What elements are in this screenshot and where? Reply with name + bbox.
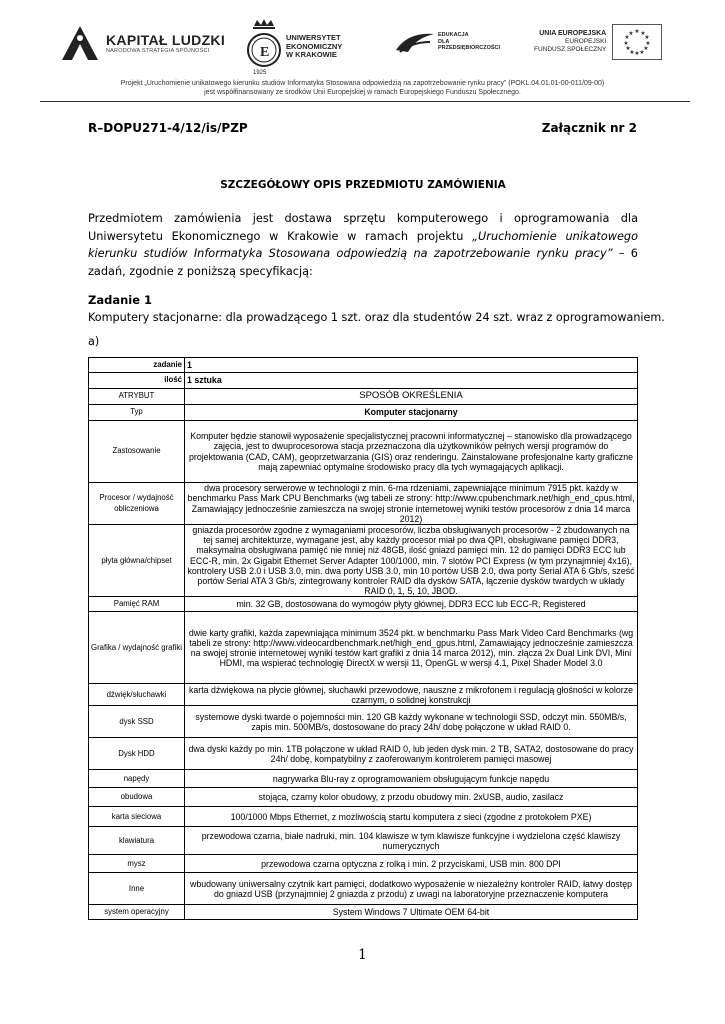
intro-text-2: – 6 zadań, zgodnie z poniższą specyfikacją: (88, 247, 638, 278)
education-line-3: PRZEDSIĘBIORCZOŚCI (438, 45, 501, 52)
kapital-ludzki-sub: NARODOWA STRATEGIA SPÓJNOŚCI (106, 47, 210, 54)
svg-text:★: ★ (639, 49, 645, 56)
page-number: 1 (358, 947, 367, 963)
table-row (89, 706, 638, 738)
education-line-1: EDUKACJA (438, 32, 469, 39)
seal-year: 1925 (253, 70, 267, 76)
table-row (89, 421, 638, 483)
row-label: klawiatura (89, 827, 185, 855)
svg-text:★: ★ (629, 49, 635, 56)
row-label: obudowa (89, 788, 185, 807)
ilosc-label: ilość (89, 373, 185, 389)
row-label: napędy (89, 770, 185, 788)
university-line-3: W KRAKOWIE (286, 50, 337, 60)
row-value: dwie karty grafiki, każda zapewniająca minimum 3524 pkt. w benchmarku Pass Mark Video Card Benchmarks (wg tabeli ze strony: http://www.videocardbenchmark.net/high_end_gpus.html, Zamawiający jednocześnie zamieszcza na swojej stronie internetowej wyniki testów kart grafiki z dnia 14 marca 2012), min. złącza 2x Dual Link DVI, Mini HDMI, ma wspierać technologię DirectX w wersji 11, OpenGL w wersji 4.1, Pixel Shader Model 3.0 (185, 612, 638, 684)
kapital-ludzki-logo (60, 24, 225, 62)
table-header-row (89, 389, 638, 405)
eu-flag-icon (612, 24, 662, 60)
row-label: mysz (89, 855, 185, 873)
svg-text:★: ★ (634, 50, 640, 57)
header-divider (40, 101, 690, 102)
row-value: dwa dyski każdy po min. 1TB połączone w układ RAID 0, lub jeden dysk min. 2 TB, SATA2, dostosowane do pracy 24h/ dobę, kompatybilny z zaoferowanym kontrolerem pamięci masowej (185, 738, 638, 770)
zadanie-value: 1 (185, 358, 638, 373)
row-label: Zastosowanie (89, 421, 185, 483)
project-info (60, 79, 665, 97)
row-label: Grafika / wydajność grafiki (89, 612, 185, 684)
table-row (89, 525, 638, 597)
education-logo (394, 28, 500, 56)
university-line-1: UNIWERSYTET (286, 33, 341, 43)
row-value: wbudowany uniwersalny czytnik kart pamięci, dodatkowo wyposażenie w niezależny kontroler RAID, łatwy dostęp do gniazd USB (przynajmniej 2 gniazda z przodu) z uwagi na laboratoryjne przeznaczenie komputera (185, 873, 638, 905)
row-value: przewodowa czarna, białe nadruki, min. 104 klawisze w tym klawisze funkcyjne i wydzielona część klawiszy numerycznych (185, 827, 638, 855)
table-row (89, 738, 638, 770)
row-label: Pamięć RAM (89, 597, 185, 612)
table-row (89, 358, 638, 373)
svg-text:★: ★ (645, 40, 651, 47)
task-description: Komputery stacjonarne: dla prowadzącego 1 szt. oraz dla studentów 24 szt. wraz z oprogramowaniem. (88, 311, 665, 324)
kapital-ludzki-emblem-icon (60, 24, 100, 62)
row-value: systemowe dyski twarde o pojemności min. 120 GB każdy wykonane w technologii SSD, odczyt min. 550MB/s, zapis min. 500MB/s, dostosowane do pracy 24h/ dobę połączone w układ RAID 0. (185, 706, 638, 738)
row-value: karta dźwiękowa na płycie głównej, słuchawki przewodowe, nauszne z mikrofonem i regulacją głośności w kolorze czarnym, o solidnej konstrukcji (185, 684, 638, 706)
table-row (89, 855, 638, 873)
specification-table (88, 357, 638, 920)
education-line-2: DLA (438, 38, 450, 45)
table-row (89, 405, 638, 421)
svg-text:★: ★ (640, 30, 646, 37)
svg-text:★: ★ (625, 45, 631, 52)
column-header-method: SPOSÓB OKREŚLENIA (185, 389, 638, 405)
eu-logo (534, 24, 662, 60)
row-value: dwa procesory serwerowe w technologii z min. 6-ma rdzeniami, zapewniające minimum 7915 pkt. każdy w benchmarku Pass Mark CPU Benchmarks (wg tabeli ze strony: http://www.cpubenchmark.net/high_end_cpus.html, Zamawiający jednocześnie zamieszcza na swojej stronie internetowej wyniki testów procesorów z dnia 14 marca 2012) (185, 483, 638, 525)
task-heading: Zadanie 1 (88, 293, 153, 307)
row-value: System Windows 7 Ultimate OEM 64-bit (185, 905, 638, 920)
table-row (89, 905, 638, 920)
row-label: system operacyjny (89, 905, 185, 920)
university-line-2: EKONOMICZNY (286, 41, 343, 51)
svg-text:★: ★ (634, 28, 640, 35)
zadanie-label: zadanie (89, 358, 185, 373)
table-row (89, 873, 638, 905)
table-row (89, 770, 638, 788)
table-row (89, 827, 638, 855)
svg-text:★: ★ (644, 34, 650, 41)
row-value: 100/1000 Mbps Ethernet, z możliwością startu komputera z sieci (zgodne z protokołem PXE) (185, 807, 638, 827)
svg-text:★: ★ (623, 40, 629, 47)
typ-value: Komputer stacjonarny (185, 405, 638, 421)
document-title: SZCZEGÓŁOWY OPIS PRZEDMIOTU ZAMÓWIENIA (220, 179, 506, 191)
project-line-2: jest współfinansowany ze środków Unii Europejskiej w ramach Europejskiego Funduszu Społecznego. (204, 89, 521, 96)
row-label: Inne (89, 873, 185, 905)
row-value: Komputer będzie stanowił wyposażenie specjalistycznej pracowni informatycznej – stanowisko dla prowadzącego zajęcia, jest to dwuprocesorowa stacja przeznaczona dla użytkowników pełnych wersji programów do projektowania (CAD, CAM), geoprzetwarzania (GIS) oraz renderingu. Zainstalowane profesjonalne karty graficzne mają zapewniać optymalne środowisko pracy dla tych wymagających aplikacji. (185, 421, 638, 483)
row-label: dźwięk/słuchawki (89, 684, 185, 706)
row-value: przewodowa czarna optyczna z rolką i min. 2 przyciskami, USB min. 800 DPI (185, 855, 638, 873)
row-value: nagrywarka Blu-ray z oprogramowaniem obsługującym funkcje napędu (185, 770, 638, 788)
eu-line-1: UNIA EUROPEJSKA (539, 30, 607, 37)
table-row (89, 597, 638, 612)
intro-project-title: „Uruchomienie unikatowego kierunku studiów Informatyka Stosowana odpowiedzią na zapotrzebowanie rynku pracy” (88, 229, 638, 261)
intro-paragraph (88, 210, 638, 280)
row-value: stojąca, czarny kolor obudowy, z przodu obudowy min. 2xUSB, audio, zasilacz (185, 788, 638, 807)
row-label: dysk SSD (89, 706, 185, 738)
typ-label: Typ (89, 405, 185, 421)
svg-text:★: ★ (624, 34, 630, 41)
document-reference: R–DOPU271-4/12/is/PZP (88, 121, 248, 135)
project-line-1: Projekt „Uruchomienie unikatowego kierunku studiów Informatyka Stosowana odpowiedzią na zapotrzebowanie rynku pracy” (POKL.04.01.01-00-011/09-00) (120, 80, 605, 87)
education-swoosh-icon (394, 28, 436, 56)
row-value: min. 32 GB, dostosowana do wymogów płyty głównej, DDR3 ECC lub ECC-R, Registered (185, 597, 638, 612)
university-seal-icon (247, 18, 281, 76)
row-label: płyta główna/chipset (89, 525, 185, 597)
page-header (42, 14, 687, 80)
table-row (89, 807, 638, 827)
eu-line-2: EUROPEJSKI (565, 38, 607, 45)
intro-text-1: Przedmiotem zamówienia jest dostawa sprzętu komputerowego i oprogramowania dla Uniwersytetu Ekonomicznego w Krakowie w ramach projektu (88, 212, 638, 243)
column-header-attribute: ATRYBUT (89, 389, 185, 405)
university-logo (247, 18, 342, 76)
row-value: gniazda procesorów zgodne z wymaganiami procesorów, liczba obsługiwanych procesorów - 2 zbudowanych na tej samej architekturze, wymagane jest, aby każdy procesor miał po dwa QPI, obsługiwane pamięci DDR3, maksymalna obsługiwana pamięć nie mniej niż 48GB, ilość gniazd pamięci min. 12 do pamięci DDR3 ECC lub ECC-R, min. 2x Gigabit Ethernet Server Adapter 100/1000, min. 7 slotów PCI Express (w tym przynajmniej 4x16), kontrolery USB 2.0 i USB 3.0, min. dwa porty USB 3.0, min 10 portów USB 2.0, dwa porty Serial ATA 6 Gb/s, sześć portów Serial ATA 3 Gb/s, zintegrowany kontroler RAID dla dysków SATA, łączenie dysków twardych w układy RAID 0, 1, 5, 10, JBOD. (185, 525, 638, 597)
table-row (89, 612, 638, 684)
attachment-number: Załącznik nr 2 (541, 121, 637, 135)
row-label: karta sieciowa (89, 807, 185, 827)
svg-text:E: E (260, 45, 270, 60)
table-row (89, 483, 638, 525)
ilosc-value: 1 sztuka (185, 373, 638, 389)
kapital-ludzki-name: KAPITAŁ LUDZKI (106, 31, 226, 48)
table-row (89, 373, 638, 389)
eu-line-3: FUNDUSZ SPOŁECZNY (534, 46, 607, 53)
svg-text:★: ★ (643, 45, 649, 52)
subpoint-label: a) (88, 335, 100, 348)
table-row (89, 684, 638, 706)
row-label: Procesor / wydajność obliczeniowa (89, 483, 185, 525)
table-row (89, 788, 638, 807)
row-label: Dysk HDD (89, 738, 185, 770)
svg-text:★: ★ (628, 30, 634, 37)
